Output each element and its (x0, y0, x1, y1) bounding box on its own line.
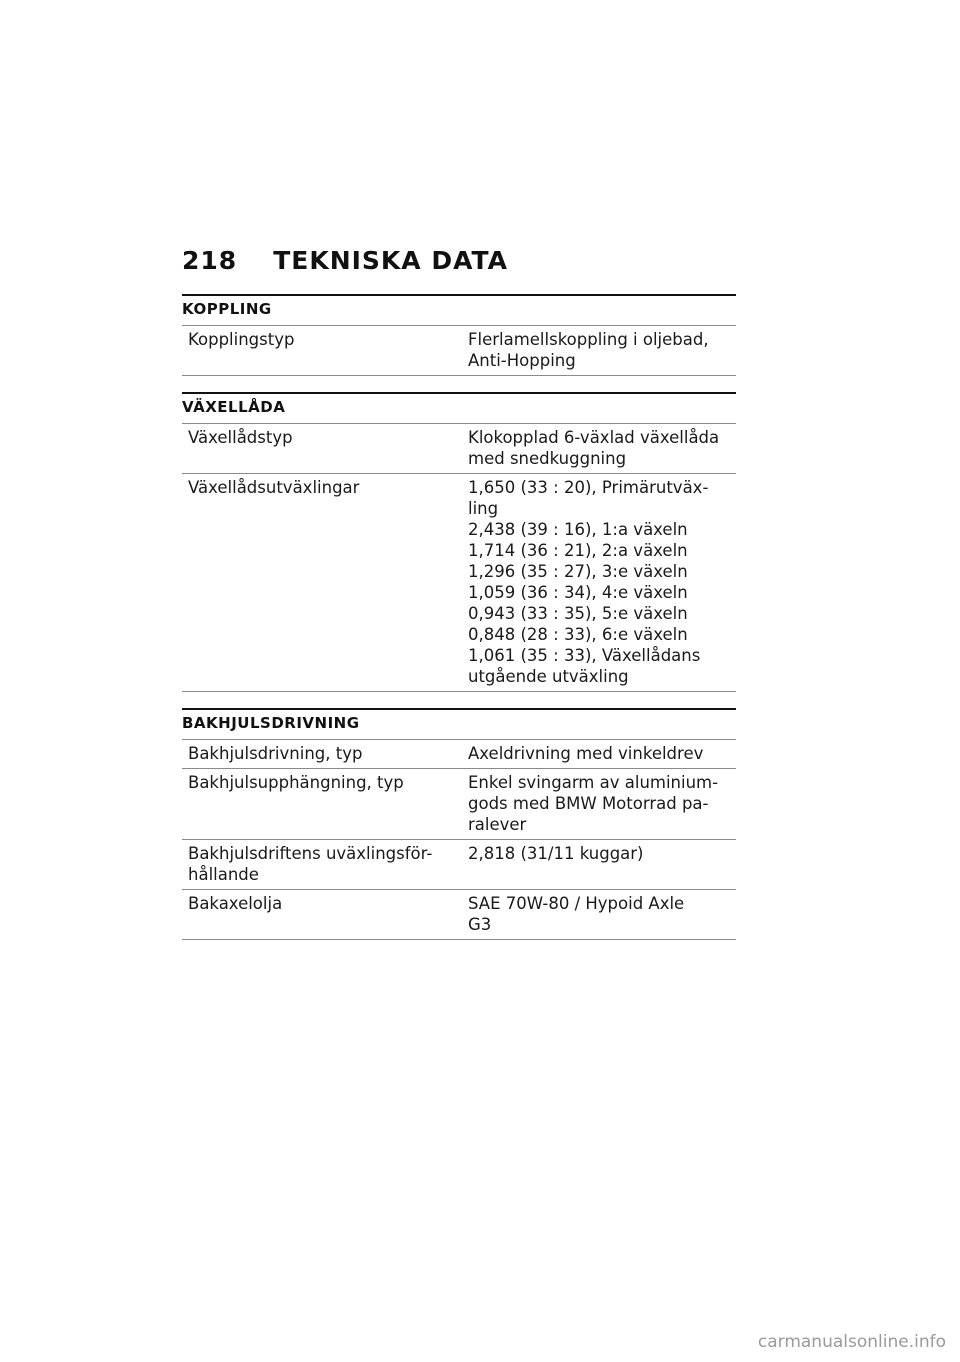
spec-value-line: utgående utväxling (468, 667, 629, 686)
spec-value-line: gods med BMW Motorrad pa- (468, 794, 709, 813)
spec-value-line: SAE 70W-80 / Hypoid Axle (468, 894, 685, 913)
table-row (182, 326, 736, 376)
spec-section (182, 708, 736, 940)
spec-label: Bakhjulsupphängning, typ (188, 773, 404, 792)
spec-table (182, 423, 736, 692)
spec-value-line: 0,943 (33 : 35), 5:e växeln (468, 604, 688, 623)
spec-value-line: 1,650 (33 : 20), Primärutväx- (468, 478, 709, 497)
spec-label: Bakhjulsdriftens uväxlingsför- hållande (188, 844, 433, 884)
page-number: 218 (182, 246, 238, 275)
spec-value-line: Anti-Hopping (468, 351, 576, 370)
table-row (182, 769, 736, 840)
spec-label: Växellådstyp (188, 428, 293, 447)
section-title: KOPPLING (182, 300, 272, 318)
page-title: TEKNISKA DATA (273, 246, 508, 275)
spec-label: Kopplingstyp (188, 330, 295, 349)
section-title: BAKHJULSDRIVNING (182, 714, 360, 732)
spec-content (182, 294, 736, 956)
spec-value-line: 1,059 (36 : 34), 4:e växeln (468, 583, 688, 602)
spec-value-line: 1,296 (35 : 27), 3:e växeln (468, 562, 688, 581)
table-row (182, 740, 736, 769)
table-row (182, 840, 736, 890)
spec-value (460, 740, 736, 769)
spec-value-line: Klokopplad 6-växlad växellåda (468, 428, 720, 447)
watermark-text: carmanualsonline.info (757, 1332, 946, 1352)
spec-value-line: med snedkuggning (468, 449, 627, 468)
spec-value-line: Axeldrivning med vinkeldrev (468, 744, 704, 763)
spec-table (182, 325, 736, 376)
table-row (182, 890, 736, 940)
spec-value-line: ralever (468, 815, 527, 834)
spec-value-line: Enkel svingarm av aluminium- (468, 773, 719, 792)
spec-section (182, 294, 736, 376)
spec-label: Bakhjulsdrivning, typ (188, 744, 363, 763)
spec-label: Växellådsutväxlingar (188, 478, 360, 497)
spec-value (460, 840, 736, 890)
spec-value (460, 424, 736, 474)
spec-label: Bakaxelolja (188, 894, 283, 913)
spec-value (460, 326, 736, 376)
spec-value-line: Flerlamellskoppling i oljebad, (468, 330, 709, 349)
spec-value-line: 0,848 (28 : 33), 6:e växeln (468, 625, 688, 644)
spec-value-line: ling (468, 499, 499, 518)
spec-table (182, 739, 736, 940)
spec-value (460, 890, 736, 940)
table-row (182, 424, 736, 474)
spec-value-line: 1,061 (35 : 33), Växellådans (468, 646, 701, 665)
page-header (182, 246, 508, 275)
spec-value (460, 769, 736, 840)
spec-value-line: G3 (468, 915, 492, 934)
section-title: VÄXELLÅDA (182, 398, 286, 416)
spec-section (182, 392, 736, 692)
spec-value-line: 1,714 (36 : 21), 2:a växeln (468, 541, 688, 560)
spec-value-line: 2,438 (39 : 16), 1:a växeln (468, 520, 688, 539)
table-row (182, 474, 736, 692)
spec-value-line: 2,818 (31/11 kuggar) (468, 844, 644, 863)
spec-value (460, 474, 736, 692)
